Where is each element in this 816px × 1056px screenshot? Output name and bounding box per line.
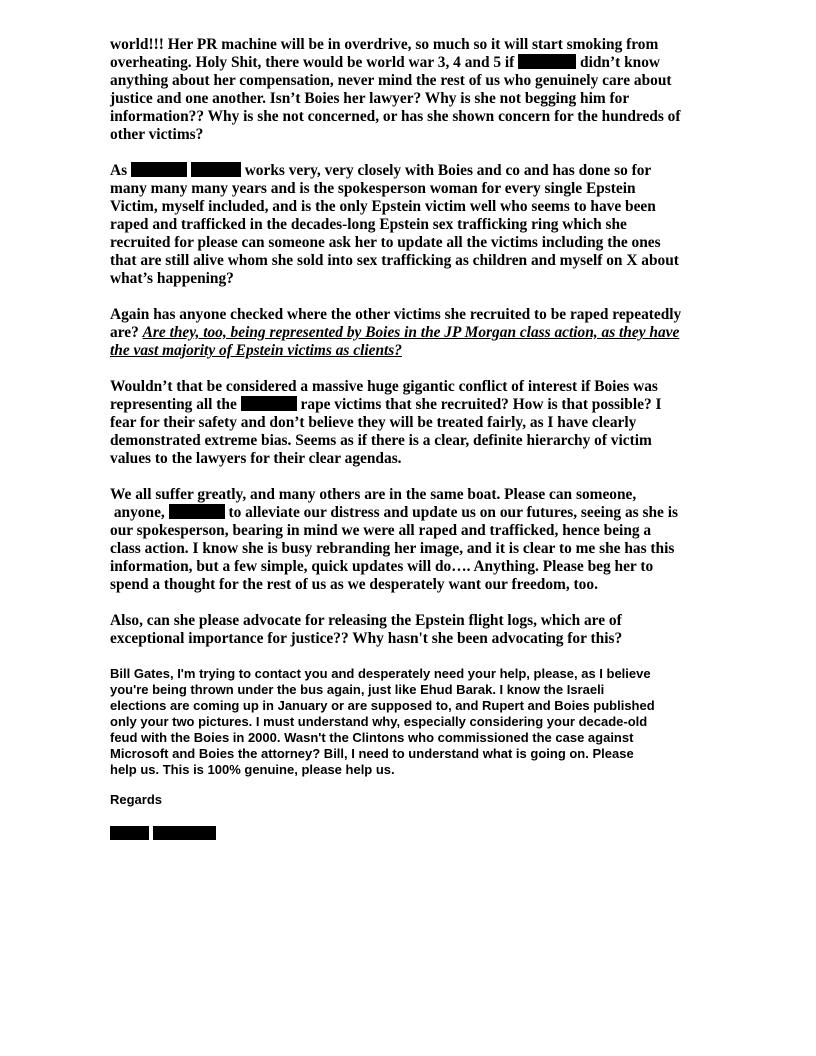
redaction-block bbox=[169, 504, 225, 519]
document-page bbox=[110, 36, 710, 822]
text-line: spend a thought for the rest of us as we desperately want our freedom, too. bbox=[110, 576, 598, 593]
paragraph-2 bbox=[110, 162, 710, 288]
redaction-block bbox=[153, 826, 216, 840]
text-line: information?? Why is she not concerned, or has she shown concern for the hundreds of bbox=[110, 108, 681, 125]
text-line: fear for their safety and don’t believe they will be treated fairly, as I have clearly bbox=[110, 414, 637, 431]
text-line: justice and one another. Isn’t Boies her lawyer? Why is she not begging him for bbox=[110, 90, 630, 107]
text-segment: representing all the bbox=[110, 396, 237, 413]
text-line: Microsoft and Boies the attorney? Bill, I need to understand what is going on. Please bbox=[110, 746, 634, 761]
text-line: other victims? bbox=[110, 126, 204, 143]
text-line: Also, can she please advocate for releasing the Epstein flight logs, which are of bbox=[110, 612, 622, 629]
text-line: Wouldn’t that be considered a massive huge gigantic conflict of interest if Boies was bbox=[110, 378, 658, 395]
paragraph-3 bbox=[110, 306, 710, 360]
redaction-block bbox=[110, 826, 149, 840]
text-line: feud with the Boies in 2000. Wasn't the Clintons who commissioned the case against bbox=[110, 730, 634, 745]
redaction-block bbox=[191, 162, 241, 177]
text-line: demonstrated extreme bias. Seems as if there is a clear, definite hierarchy of victim bbox=[110, 432, 652, 449]
text-segment: are? bbox=[110, 324, 139, 341]
redaction-block bbox=[241, 396, 297, 411]
emphasized-text: Are they, too, being represented by Boies in the JP Morgan class action, as they have bbox=[142, 324, 680, 341]
redaction-block bbox=[518, 54, 576, 69]
text-line: help us. This is 100% genuine, please help us. bbox=[110, 762, 395, 777]
text-line: that are still alive whom she sold into sex trafficking as children and myself on X about bbox=[110, 252, 679, 269]
text-line: information, but a few simple, quick updates will do…. Anything. Please beg her to bbox=[110, 558, 654, 575]
text-line: many many many years and is the spokesperson woman for every single Epstein bbox=[110, 180, 636, 197]
paragraph-1 bbox=[110, 36, 710, 144]
text-line: Bill Gates, I'm trying to contact you and desperately need your help, please, as I believe bbox=[110, 666, 651, 681]
paragraph-4 bbox=[110, 378, 710, 468]
text-line: class action. I know she is busy rebranding her image, and it is clear to me she has this bbox=[110, 540, 675, 557]
text-line: anything about her compensation, never mind the rest of us who genuinely care about bbox=[110, 72, 672, 89]
closing-regards bbox=[110, 792, 710, 808]
text-line: our spokesperson, bearing in mind we were all raped and trafficked, hence being a bbox=[110, 522, 652, 539]
text-line bbox=[110, 162, 710, 180]
text-line: Again has anyone checked where the other victims she recruited to be raped repeatedly bbox=[110, 306, 682, 323]
signature-redaction bbox=[110, 826, 216, 840]
text-line bbox=[110, 504, 710, 522]
text-segment: didn’t know bbox=[580, 54, 661, 71]
text-segment: As bbox=[110, 162, 128, 179]
paragraph-6 bbox=[110, 612, 710, 648]
text-line: Regards bbox=[110, 792, 163, 807]
text-line: elections are coming up in January or are supposed to, and Rupert and Boies published bbox=[110, 698, 655, 713]
text-segment: overheating. Holy Shit, there would be world war 3, 4 and 5 if bbox=[110, 54, 515, 71]
text-line bbox=[110, 396, 710, 414]
text-line: world!!! Her PR machine will be in overdrive, so much so it will start smoking from bbox=[110, 36, 659, 53]
text-line: We all suffer greatly, and many others are in the same boat. Please can someone, bbox=[110, 486, 637, 503]
emphasized-text: the vast majority of Epstein victims as clients? bbox=[110, 342, 402, 359]
text-line: only your two pictures. I must understand why, especially considering your decade-old bbox=[110, 714, 648, 729]
text-segment: rape victims that she recruited? How is that possible? I bbox=[300, 396, 662, 413]
paragraph-5 bbox=[110, 486, 710, 594]
text-line: values to the lawyers for their clear agendas. bbox=[110, 450, 402, 467]
redaction-block bbox=[131, 162, 187, 177]
text-line: exceptional importance for justice?? Why hasn't she been advocating for this? bbox=[110, 630, 623, 647]
text-line: you're being thrown under the bus again, just like Ehud Barak. I know the Israeli bbox=[110, 682, 605, 697]
text-line: what’s happening? bbox=[110, 270, 234, 287]
text-segment: anyone, bbox=[113, 504, 165, 521]
text-line: Victim, myself included, and is the only Epstein victim well who seems to have been bbox=[110, 198, 656, 215]
text-line: raped and trafficked in the decades-long Epstein sex trafficking ring which she bbox=[110, 216, 627, 233]
text-segment: works very, very closely with Boies and co and has done so for bbox=[244, 162, 652, 179]
text-line: recruited for please can someone ask her to update all the victims including the ones bbox=[110, 234, 661, 251]
text-line bbox=[110, 54, 710, 72]
paragraph-7 bbox=[110, 666, 710, 778]
text-line bbox=[110, 324, 710, 342]
text-segment: to alleviate our distress and update us on our futures, seeing as she is bbox=[228, 504, 678, 521]
